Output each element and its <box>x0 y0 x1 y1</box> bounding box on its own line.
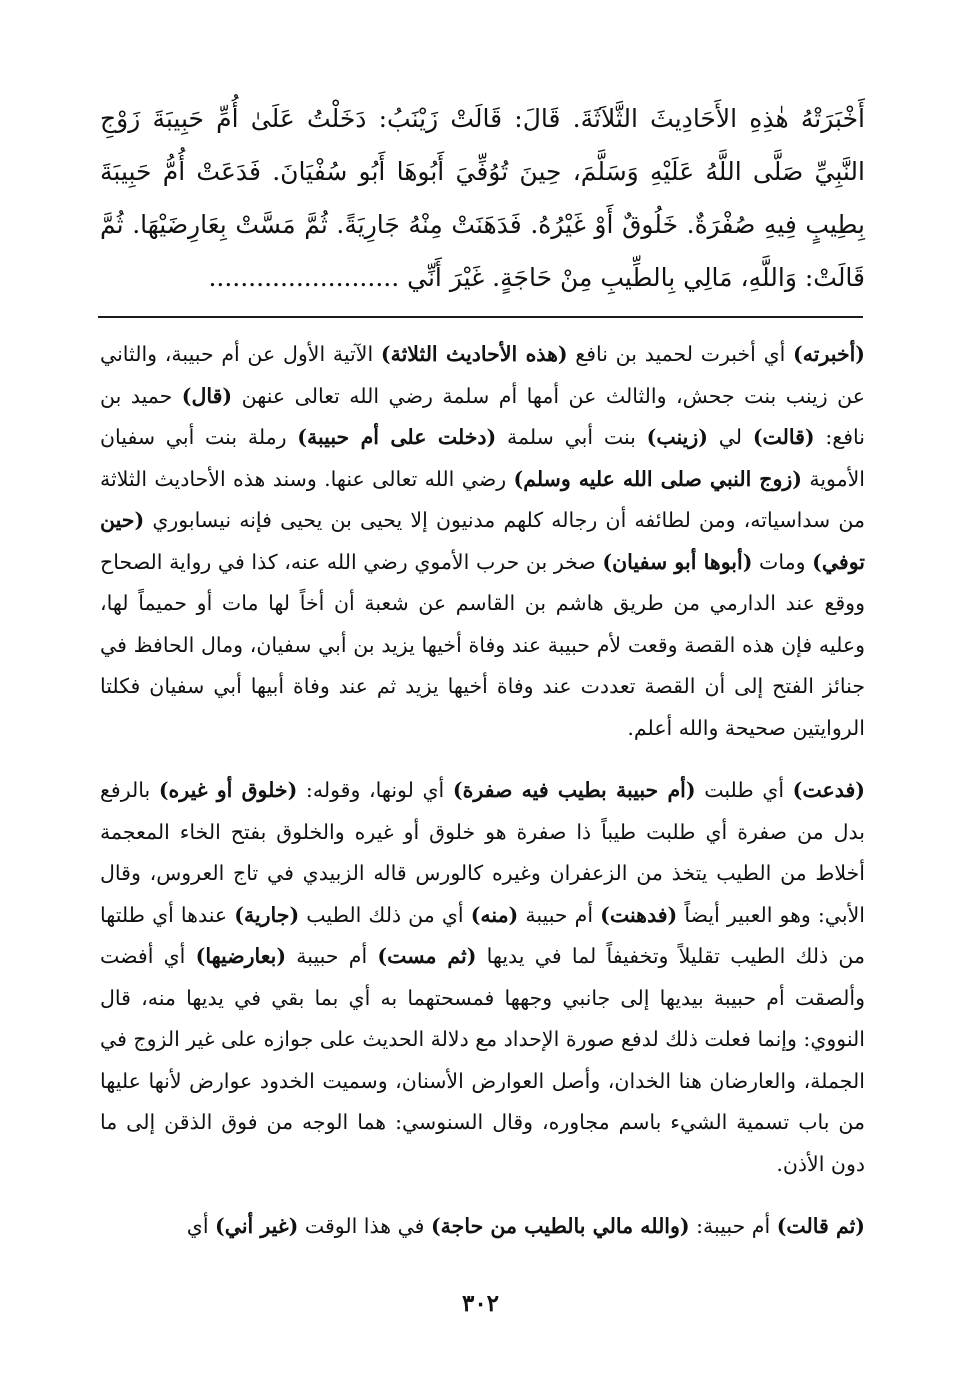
quoted-term: (منه) <box>470 902 519 927</box>
commentary-text: أم حبيبة <box>286 944 378 968</box>
commentary-text: أم حبيبة <box>518 902 601 927</box>
commentary-text: رملة بنت أبي سفيان الأموية <box>100 425 866 491</box>
commentary-text: ومات <box>752 549 813 574</box>
commentary-text: أي <box>186 1214 216 1238</box>
quoted-term: (دخلت على أم حبيبة) <box>297 425 497 449</box>
commentary-text: رضي الله تعالى عنها. وسند هذه الأحاديث الثلاثة من سداسياته، ومن لطائفه أن رجاله كلهم مدنيون إلا يحيى بن يحيى فإنه نيسابوري <box>100 466 865 532</box>
commentary-paragraph-3 <box>100 1206 865 1248</box>
hadith-body: أَخْبَرَتْهُ هٰذِهِ الأَحَادِيثَ الثَّلاَثَةَ. قَالَ: قَالَتْ زَيْنَبُ: دَخَلْتُ عَلَىٰ أُمِّ حَبِيبَةَ زَوْجِ النَّبِيِّ صَلَّى اللَّهُ عَلَيْهِ وَسَلَّمَ، حِينَ تُوُفِّيَ أَبُوهَا أَبُو سُفْيَانَ. فَدَعَتْ أُمُّ حَبِيبَةَ بِطِيبٍ فِيهِ صُفْرَةٌ. خَلُوقٌ أَوْ غَيْرُهُ. فَدَهَنَتْ مِنْهُ جَارِيَةً. ثُمَّ مَسَّتْ بِعَارِضَيْهَا. ثُمَّ قَالَتْ: وَاللَّهِ، مَالِي بِالطِّيبِ مِنْ حَاجَةٍ. غَيْرَ أَنِّي <box>100 104 865 292</box>
continuation-dots: ........................ <box>208 263 400 292</box>
quoted-term: (جارية) <box>234 902 300 927</box>
quoted-term: (أم حبيبة بطيب فيه صفرة) <box>452 778 696 802</box>
quoted-term: (هذه الأحاديث الثلاثة) <box>380 342 568 366</box>
commentary-text: أي طلبت <box>695 778 793 802</box>
hadith-paragraph <box>100 92 865 304</box>
quoted-term: (قال) <box>181 383 233 408</box>
commentary-text: أي أخبرت لحميد بن نافع <box>567 342 794 366</box>
commentary-paragraph-2 <box>100 770 865 1185</box>
quoted-term: (بعارضيها) <box>195 944 287 968</box>
commentary-text: بنت أبي سلمة <box>496 425 647 449</box>
commentary-text: أم حبيبة: <box>689 1214 777 1238</box>
quoted-term: (زوج النبي صلى الله عليه وسلم) <box>513 466 802 491</box>
quoted-term: (فدهنت) <box>600 902 678 927</box>
quoted-term: (غير أني) <box>215 1214 299 1238</box>
quoted-term: (قالت) <box>752 425 815 449</box>
commentary-text: الآتية الأول عن أم حبيبة، والثاني عن زينب بنت جحش، والثالث عن أمها أم سلمة رضي الله تعالى عنهن <box>100 342 865 408</box>
commentary-text: أي من ذلك الطيب <box>299 902 471 927</box>
commentary-paragraph-1 <box>100 334 865 749</box>
commentary-text: لي <box>707 425 753 449</box>
quoted-term: (زينب) <box>646 425 708 449</box>
commentary-text: بالرفع بدل من صفرة أي طلبت طيباً ذا صفرة هو خلوق أو غيره والخلوق بفتح الخاء المعجمة أخلاط من الطيب يتخذ من الزعفران وغيره كالورس قاله الزبيدي في تاج العروس، وقال الأبي: وهو العبير أيضاً <box>100 778 865 927</box>
quoted-term: (ثم قالت) <box>776 1214 865 1238</box>
footnote-separator <box>98 316 863 318</box>
commentary-text: في هذا الوقت <box>298 1214 431 1238</box>
quoted-term: (أخبرته) <box>793 342 866 366</box>
page-number: ٣٠٢ <box>461 1290 500 1317</box>
quoted-term: (فدعت) <box>792 778 865 802</box>
quoted-term: (حين توفي) <box>100 508 866 574</box>
commentary-text: حميد بن نافع: <box>100 383 865 449</box>
commentary-text: أي أفضت وألصقت أم حبيبة بيديها إلى جانبي وجهها فمسحتهما به أي بما بقي في يديها منه، قال النووي: وإنما فعلت ذلك لدفع صورة الإحداد مع دلالة الحديث على جوازه على غير الزوج في الجملة، والعارضان هنا الخدان، وأصل العوارض الأسنان، وسميت الخدود عوارض لأنها عليها من باب تسمية الشيء باسم مجاوره، وقال السنوسي: هما الوجه من فوق الذقن إلى ما دون الأذن. <box>100 944 865 1176</box>
commentary-text: أي لونها، وقوله: <box>297 778 453 802</box>
commentary-text: صخر بن حرب الأموي رضي الله عنه، كذا في رواية الصحاح ووقع عند الدارمي من طريق هاشم بن القاسم عن شعبة أن أخاً لها مات أو حميماً لها، وعليه فإن هذه القصة وقعت لأم حبيبة عند وفاة أخيها يزيد بن أبي سفيان، ومال الحافظ في جنائز الفتح إلى أن القصة تعددت عند وفاة أخيها يزيد ثم عند وفاة أبيها أبي سفيان فكلتا الروايتين صحيحة والله أعلم. <box>100 549 865 740</box>
quoted-term: (خلوق أو غيره) <box>158 778 298 802</box>
quoted-term: (والله مالي بالطيب من حاجة) <box>430 1214 690 1238</box>
quoted-term: (أبوها أبو سفيان) <box>602 549 753 574</box>
hadith-text <box>100 92 865 304</box>
quoted-term: (ثم مست) <box>377 944 477 968</box>
commentary-text: عندها أي طلتها من ذلك الطيب تقليلاً وتخفيفاً لما في يديها <box>100 902 865 968</box>
commentary <box>100 334 865 1248</box>
